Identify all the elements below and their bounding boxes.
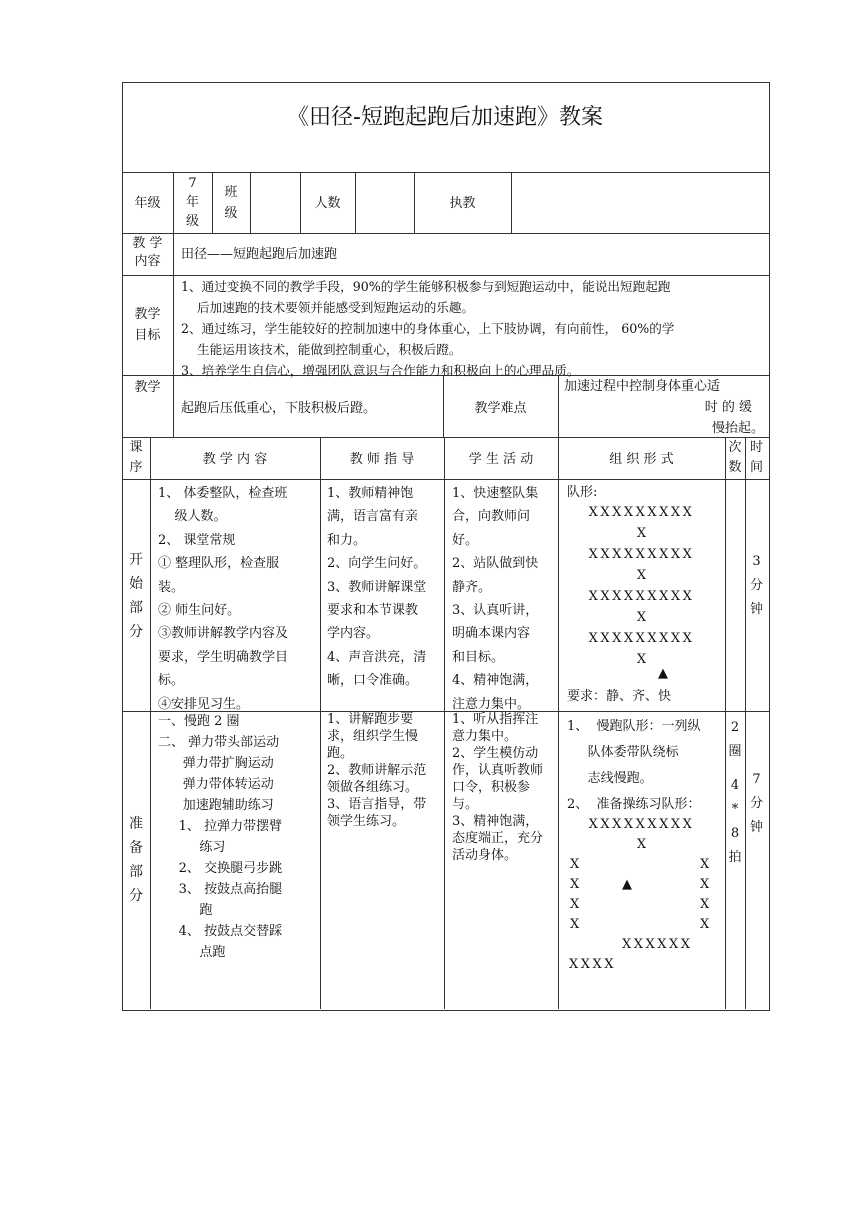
part2-form2-left: X	[570, 917, 580, 932]
part1-time	[745, 550, 768, 622]
part2-times-line: 2	[730, 720, 740, 735]
header-teacher: 教 师 指 导	[349, 452, 415, 467]
formation-row: X	[636, 652, 647, 667]
part1-section	[122, 548, 150, 644]
part1-student-line: 4、精神饱满，	[452, 673, 539, 689]
part2-content-line: 3、 按鼓点高抬腿	[158, 882, 283, 897]
part2-student-line: 2、学生模仿动	[452, 746, 539, 761]
header-section	[122, 438, 150, 478]
part2-form2-bottom1: XXXXXX	[622, 937, 693, 952]
goal-line: 2、通过练习，学生能较好的控制加速中的身体重心，上下肢协调，有向前性， 60%的学	[181, 321, 675, 336]
part1-teacher-line: 晰，口令准确。	[327, 673, 419, 689]
count-label: 人数	[314, 196, 341, 211]
part2-content-line: 2、 交换腿弓步跳	[158, 861, 283, 876]
part2-section-char: 准	[129, 816, 143, 832]
part2-teacher-line: 1、讲解跑步要	[327, 712, 414, 727]
part2-form2-label: 2、 准备操练习队形：	[567, 797, 701, 812]
goal-line: 生能运用该技术，能做到控制重心，积极后蹬。	[181, 342, 462, 357]
part1-student-line: 和目标。	[452, 649, 505, 665]
part2-form2-left: X	[570, 897, 580, 912]
grade-value-3: 级	[185, 214, 199, 229]
part2-content-line: 练习	[158, 840, 226, 855]
part2-student	[452, 711, 543, 864]
part1-section-char: 分	[129, 624, 143, 640]
part2-section	[122, 812, 150, 908]
part1-student-line: 静齐。	[452, 579, 492, 595]
difficulty-value	[564, 376, 764, 439]
part2-content-line: 4、 按鼓点交替踩	[158, 924, 283, 939]
part1-student-line: 合，向教师问	[452, 509, 531, 525]
part1-teacher-line: 4、声音洪亮，清	[327, 649, 427, 665]
part1-time-line: 分	[749, 578, 763, 593]
class-label-2: 级	[224, 206, 238, 221]
vline	[444, 437, 445, 1009]
content-label	[122, 235, 173, 271]
goal-line: 3、培养学生自信心，增强团队意识与合作能力和积极向上的心理品质。	[181, 363, 580, 378]
difficulty-line: 加速过程中控制身体重心适	[564, 379, 721, 394]
part1-student-line: 2、站队做到快	[452, 556, 539, 572]
header-time-2: 间	[749, 460, 763, 475]
part1-content-line: ② 师生问好。	[158, 603, 241, 619]
formation-row: X	[636, 568, 647, 583]
part1-teacher-line: 学内容。	[327, 626, 380, 642]
header-time-1: 时	[749, 440, 763, 455]
part2-time	[745, 768, 768, 840]
header-section-2: 序	[129, 460, 143, 475]
part2-form2-right: X	[700, 857, 710, 872]
keypoints-label: 教学	[134, 380, 161, 395]
part2-student-line: 作，认真听教师	[452, 763, 544, 778]
part2-form2-left: X	[570, 857, 580, 872]
part2-form2-left: X	[570, 877, 580, 892]
grade-value-1: 7	[188, 176, 197, 191]
part1-content	[158, 482, 288, 716]
part1-student-line: 3、认真听讲，	[452, 603, 539, 619]
part2-times-line: 拍	[728, 850, 742, 865]
part1-student-line: 注意力集中。	[452, 696, 531, 712]
part1-teacher-line: 要求和本节课教	[327, 603, 419, 619]
part1-form-label: 队形:	[567, 485, 598, 500]
part2-content-line: 一、慢跑 2 圈	[158, 714, 240, 729]
part1-student-line: 明确本课内容	[452, 626, 531, 642]
vline	[150, 437, 151, 1009]
part2-teacher-line: 2、教师讲解示范	[327, 763, 427, 778]
part2-form2-right: X	[700, 877, 710, 892]
part2-student-line: 活动身体。	[452, 848, 518, 863]
formation-row: XXXXXXXXX	[588, 505, 695, 520]
content-value: 田径——短跑起跑后加速跑	[181, 247, 338, 262]
part2-form1	[567, 714, 701, 792]
formation-row: XXXXXXXXX	[588, 547, 695, 562]
part2-content-line: 弹力带体转运动	[158, 777, 274, 792]
part1-content-line: ③教师讲解教学内容及	[158, 626, 289, 642]
part2-section-char: 备	[129, 840, 143, 856]
content-label-1: 教 学	[132, 236, 163, 251]
hline	[122, 233, 769, 234]
part1-section-char: 部	[129, 600, 143, 616]
part2-form2-right: X	[700, 897, 710, 912]
grade-value	[173, 174, 212, 231]
part1-content-line: 级人数。	[158, 509, 227, 525]
part1-content-line: ④安排见习生。	[158, 696, 250, 712]
part1-teacher	[327, 482, 426, 693]
part1-teacher-line: 1、教师精神饱	[327, 486, 414, 501]
difficulty-label: 教学难点	[474, 401, 527, 416]
class-label	[212, 182, 250, 224]
part2-form1-line: 队体委带队绕标	[567, 745, 679, 760]
part2-times-line	[725, 764, 745, 774]
part2-student-line: 口令，积极参	[452, 780, 531, 795]
vline	[511, 172, 512, 233]
part1-teacher-line: 和力。	[327, 532, 367, 548]
part2-section-char: 分	[129, 888, 143, 904]
part2-teacher-line: 领做各组练习。	[327, 780, 419, 795]
part2-form2-top2: X	[636, 837, 647, 852]
part2-teacher-line: 领学生练习。	[327, 814, 406, 829]
header-times	[725, 438, 745, 478]
part2-form2-right: X	[700, 917, 710, 932]
part1-teacher-line: 满，语言富有亲	[327, 509, 419, 525]
part2-content-line: 1、 拉弹力带摆臂	[158, 819, 283, 834]
part1-content-line: 2、 课堂常规	[158, 532, 236, 548]
part2-teacher-line: 3、语言指导，带	[327, 797, 427, 812]
hline	[122, 479, 769, 480]
part2-teacher	[327, 711, 426, 830]
part2-time-line: 分	[749, 796, 763, 811]
part2-content-line: 二、 弹力带头部运动	[158, 735, 280, 750]
class-label-1: 班	[224, 185, 238, 200]
part2-time-line: 7	[752, 772, 761, 787]
header-section-1: 课	[129, 440, 143, 455]
part2-times-line: 4	[730, 778, 740, 793]
part2-student-line: 3、精神饱满，	[452, 814, 539, 829]
part2-student-line: 1、听从指挥注	[452, 712, 539, 727]
difficulty-line: 慢抬起。	[711, 421, 764, 436]
goals-list	[181, 276, 674, 381]
part2-form2-bottom2: XXXX	[569, 957, 617, 972]
part1-time-line: 钟	[749, 602, 763, 617]
part2-content-line: 弹力带扩胸运动	[158, 756, 274, 771]
teacher-triangle-icon: ▲	[658, 666, 668, 681]
goal-line: 后加速跑的技术要领并能感受到短跑运动的乐趣。	[181, 300, 475, 315]
vline	[250, 172, 251, 233]
part1-formation	[558, 502, 725, 670]
part1-student-line: 好。	[452, 532, 479, 548]
header-form: 组 织 形 式	[609, 452, 674, 467]
formation-row: X	[636, 526, 647, 541]
part1-teacher-line: 3、教师讲解课堂	[327, 579, 427, 595]
header-times-2: 数	[728, 460, 742, 475]
vline	[355, 172, 356, 233]
goals-label	[122, 304, 173, 346]
part2-form1-line: 志线慢跑。	[567, 771, 653, 786]
part1-student-line: 1、快速整队集	[452, 486, 539, 501]
part2-form1-line: 1、 慢跑队形：一列纵	[567, 719, 701, 734]
part2-student-line: 意力集中。	[452, 729, 518, 744]
part1-content-line: 装。	[158, 579, 185, 595]
part2-content-line: 点跑	[158, 945, 226, 960]
part2-teacher-line: 求，组织学生慢	[327, 729, 419, 744]
part1-section-char: 开	[129, 552, 143, 568]
part2-content-line: 加速跑辅助练习	[158, 798, 274, 813]
part1-teacher-line: 2、向学生问好。	[327, 556, 427, 572]
part2-student-line: 与。	[452, 797, 479, 812]
part2-times-line: *	[731, 802, 739, 817]
vline	[558, 375, 559, 437]
goal-line: 1、通过变换不同的教学手段，90%的学生能够积极参与到短跑运动中，能说出短跑起跑	[181, 279, 671, 294]
keypoints-value: 起跑后压低重心，下肢积极后蹬。	[181, 401, 377, 416]
goals-label-1: 教学	[134, 307, 161, 322]
part2-content	[158, 711, 282, 963]
part1-content-line: ① 整理队形，检查服	[158, 556, 280, 572]
part2-form2-top: XXXXXXXXX	[588, 817, 695, 832]
formation-row: XXXXXXXXX	[588, 589, 695, 604]
hline	[122, 172, 769, 173]
part2-student-line: 态度端正，充分	[452, 831, 544, 846]
formation-row: XXXXXXXXX	[588, 631, 695, 646]
content-label-2: 内容	[134, 254, 161, 269]
grade-value-2: 年	[185, 195, 199, 210]
vline	[320, 437, 321, 1009]
part1-section-char: 始	[129, 576, 143, 592]
part2-section-char: 部	[129, 864, 143, 880]
part2-times	[725, 716, 745, 870]
header-times-1: 次	[728, 440, 742, 455]
difficulty-line: 时 的 缓	[704, 400, 752, 415]
teacher-triangle-icon: ▲	[622, 877, 632, 892]
part2-times-line: 圈	[728, 744, 742, 759]
part1-student	[452, 482, 538, 716]
part2-teacher-line: 跑。	[327, 746, 354, 761]
goals-label-2: 目标	[134, 328, 161, 343]
page-title: 《田径-短跑起跑后加速跑》教案	[287, 105, 603, 130]
vline	[745, 437, 746, 1009]
part2-content-line: 跑	[158, 903, 213, 918]
part2-times-line: 8	[730, 826, 740, 841]
header-content: 教 学 内 容	[202, 452, 268, 467]
part2-time-line: 钟	[749, 820, 763, 835]
header-time	[745, 438, 768, 478]
header-student: 学 生 活 动	[468, 452, 534, 467]
teacher-label: 执教	[449, 196, 476, 211]
part1-content-line: 标。	[158, 673, 185, 689]
part1-content-line: 要求，学生明确教学目	[158, 649, 289, 665]
vline	[173, 233, 174, 437]
part1-requirement: 要求：静、齐、快	[567, 689, 672, 704]
part1-content-line: 1、 体委整队，检查班	[158, 486, 288, 501]
formation-row: X	[636, 610, 647, 625]
part1-time-line: 3	[752, 554, 761, 569]
grade-label: 年级	[134, 196, 161, 211]
